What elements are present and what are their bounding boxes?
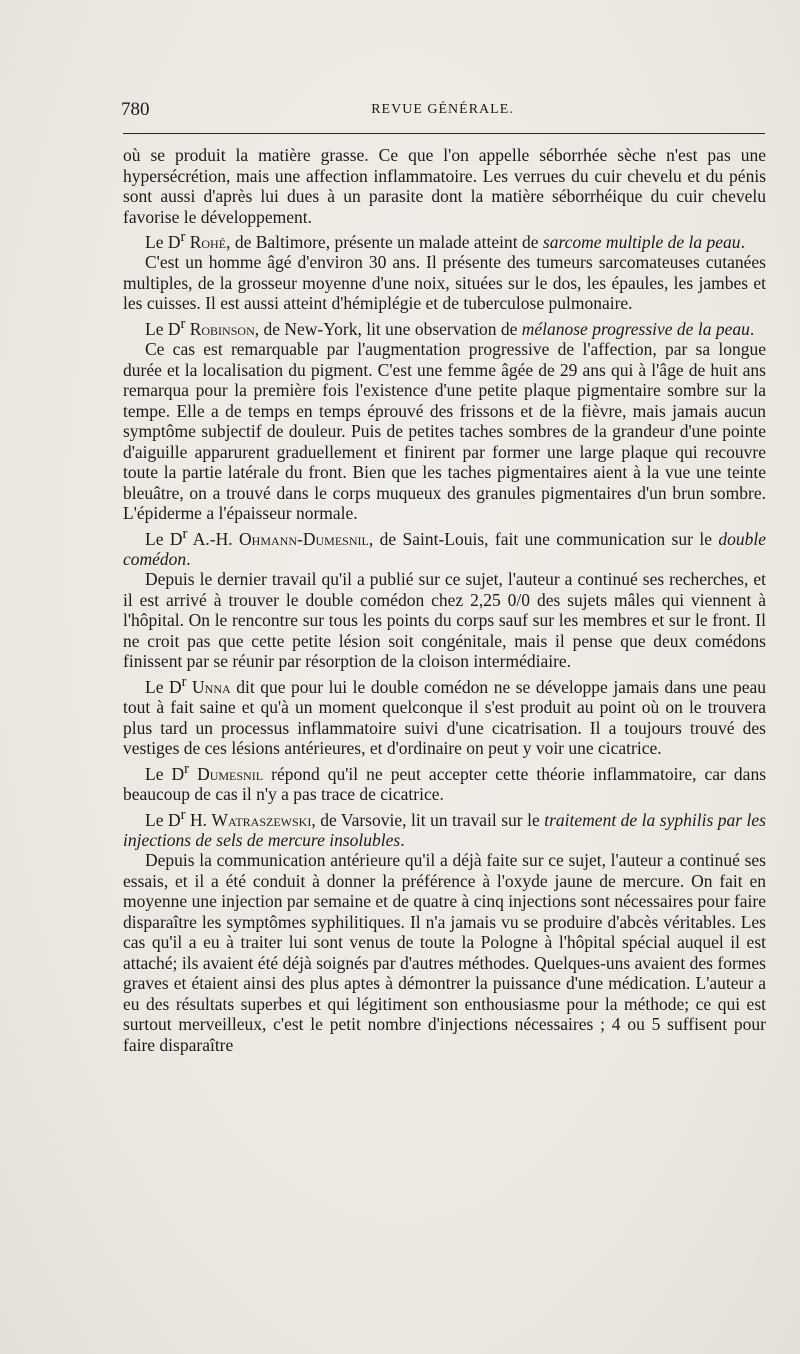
topic-title: mélanose progressive de la peau xyxy=(521,318,750,339)
paragraph-rohe xyxy=(123,227,766,252)
prefix-text: Le D xyxy=(145,676,182,697)
body-text: , de New-York, lit une observation de xyxy=(254,318,522,339)
author-name: Rohé xyxy=(189,231,227,252)
author-name: Watraszewski xyxy=(211,809,312,830)
suffix-text: . xyxy=(740,231,745,252)
paragraph-communication-anterieure: Depuis la communication antérieure qu'il a déjà faite sur ce sujet, l'auteur a continué ses essais, et il a été conduit à donner la préférence à l'oxyde jaune de mercure. On fait en moyenne une injection par semaine et de quatre à cinq injections sont nécessaires pour faire disparaître les symptômes syphilitiques. Il n'a jamais vu se produire d'abcès véritables. Les cas qu'il a eu à traiter lui sont venus de toute la Pologne à l'hôpital spécial auquel il est attaché; ils avaient été déjà soignés par d'autres méthodes. Quelques-uns avaient des formes graves et étaient ainsi des plus aptes à démontrer la puissance d'une médication. L'auteur a eu des résultats superbes et qui légitiment son enthousiasme pour la méthode; ce qui est surtout merveilleux, c'est le petit nombre d'injections nécessaires ; 4 ou 5 suffisent pour faire disparaître xyxy=(123,850,766,1055)
article-body xyxy=(123,145,766,1055)
title-superscript: r xyxy=(180,315,186,332)
title-superscript: r xyxy=(184,760,190,777)
prefix-text: Le D xyxy=(145,318,181,339)
paragraph-cas-remarquable: Ce cas est remarquable par l'augmentation progressive de l'affection, par sa longue durée et la localisation du pigment. C'est une femme âgée de 29 ans qui à l'âge de huit ans remarqua pour la première fois l'existence d'une petite plaque pigmentaire sombre sur la tempe. Elle a de temps en temps éprouvé des frissons et de la fièvre, mais jamais aucun symptôme subjectif de douleur. Puis de petites taches sombres de la grandeur d'une pointe d'aiguille apparurent graduellement et finirent par former une large plaque qui recouvre toute la partie latérale du front. Bien que les taches pigmentaires aient à la vue une teinte bleuâtre, on a trouvé dans le corps muqueux des granules pigmentaires d'un brun sombre. L'épiderme a l'épaisseur normale. xyxy=(123,339,766,524)
paragraph-dernier-travail: Depuis le dernier travail qu'il a publié sur ce sujet, l'auteur a continué ses recherches, et il est arrivé à trouver le double comédon chez 2,25 0/0 des sujets mâles qui viennent à l'hôpital. On le rencontre sur tous les points du corps sauf sur les membres et sur le front. Il ne croit pas que cette petite lésion soit congénitale, mais il pense que deux comédons finissent par se réunir par résorption de la cloison intermédiaire. xyxy=(123,569,766,672)
topic-title: traitement de la syphilis par les injections de sels de mercure insolubles xyxy=(123,809,766,850)
body-text: dit que pour lui le double comédon ne se développe jamais dans une peau tout à fait saine et qu'à un moment quelconque il s'est produit au point où on le trouvera plus tard un processus inflammatoire suivi d'une cicatrisation. Il a toujours trouvé des vestiges de ces lésions antérieures, et d'ordinaire on peut y voir une cicatrice. xyxy=(123,676,766,759)
paragraph-dumesnil-reply xyxy=(123,759,766,805)
paragraph-homme-30-ans: C'est un homme âgé d'environ 30 ans. Il présente des tumeurs sarcomateuses cutanées multiples, de la grosseur moyenne d'une noix, situées sur le dos, les épaules, les jambes et les cuisses. Il est aussi atteint d'hémiplégie et de tuberculose pulmonaire. xyxy=(123,252,766,314)
title-superscript: r xyxy=(180,229,186,245)
author-name: Robinson xyxy=(189,318,255,339)
paragraph-seborrhee: où se produit la matière grasse. Ce que l'on appelle séborrhée sèche n'est pas une hypersécrétion, mais une affection inflammatoire. Les verrues du cuir chevelu et du pénis sont aussi d'après lui dues à un parasite dont la matière séborrhéique du cuir chevelu favorise le développement. xyxy=(123,145,766,227)
paragraph-unna xyxy=(123,672,766,759)
topic-title: double comédon xyxy=(123,528,766,569)
prefix-text: Le D xyxy=(145,528,183,549)
title-superscript: r xyxy=(180,806,186,823)
body-text: répond qu'il ne peut accepter cette théorie inflammatoire, car dans beaucoup de cas il n'y a pas trace de cicatrice. xyxy=(123,763,767,805)
page-header xyxy=(121,99,764,125)
prefix-text: Le D xyxy=(145,231,181,252)
paragraph-watraszewski xyxy=(123,805,766,851)
suffix-text: . xyxy=(400,829,405,850)
body-text: , de Varsovie, lit un travail sur le xyxy=(311,809,545,830)
author-initials: A.-H. xyxy=(192,528,240,549)
topic-title: sarcome multiple de la peau xyxy=(542,231,741,252)
prefix-text: Le D xyxy=(145,763,185,784)
paragraph-robinson xyxy=(123,314,766,339)
title-superscript: r xyxy=(181,673,187,690)
suffix-text: . xyxy=(186,548,191,569)
prefix-text: Le D xyxy=(145,809,181,830)
header-rule xyxy=(123,133,765,134)
title-superscript: r xyxy=(182,525,188,542)
author-initials: H. xyxy=(189,809,212,830)
suffix-text: . xyxy=(749,318,755,339)
paragraph-ohmann-dumesnil xyxy=(123,524,766,570)
body-text: , de Baltimore, présente un malade atteint de xyxy=(226,231,543,252)
body-text: , de Saint-Louis, fait une communication sur le xyxy=(368,528,719,549)
author-name: Dumesnil xyxy=(197,763,264,784)
running-title: REVUE GÉNÉRALE. xyxy=(371,102,514,117)
page-number: 780 xyxy=(121,99,150,120)
author-name: Ohmann-Dumesnil xyxy=(239,528,369,549)
author-name: Unna xyxy=(192,676,231,697)
